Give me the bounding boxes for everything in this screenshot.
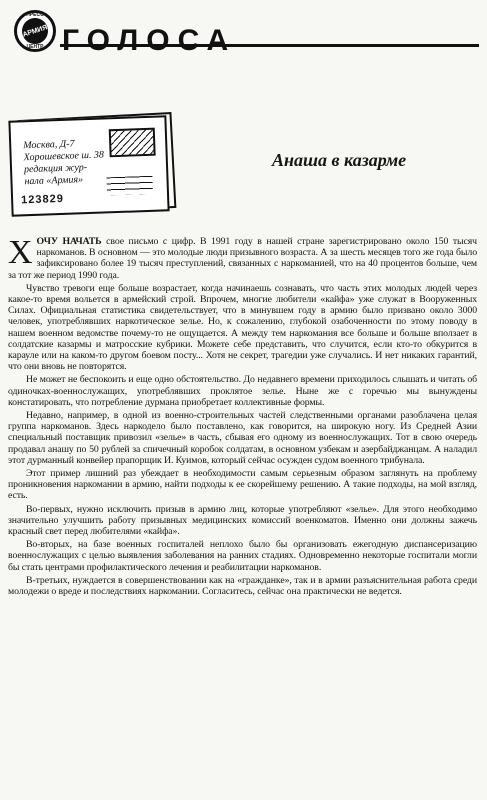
article-paragraph-6: Во-первых, нужно исключить призыв в армию лиц, которые употребляют «зелье». Для этого необходимо значительно улучшить работу призывных медицинских комиссий военкоматов. Именно они должны зажечь красный свет перед любителями «кайфа». — [8, 503, 477, 538]
press-seal-logo — [14, 10, 56, 52]
seal-bottom-text: ЦЕНТР — [26, 44, 44, 50]
article-paragraph-4: Недавно, например, в одной из военно-строительных частей следственными органами разоблачена целая группа наркоманов. Здесь наркодело было поставлено, как говорится, на широкую ногу. Из Средней Азии специальный поставщик привозил «зелье» в часть, сбывая его одному из военнослужащих. Тот в свою очередь продавал анашу по 50 рублей за спичечный коробок солдатам, в основном узбекам и азербайджанцам. А наладил этот дурманный конвейер прапорщик И. Куимов, который сейчас осужден судом военного трибунала. — [8, 410, 477, 466]
seal-center-text: АРМИЯ — [19, 15, 52, 48]
article-paragraph-8: В-третьих, нуждается в совершенствовании как на «гражданке», так и в армии разъяснительная работа среди молодежи о вреде и последствиях наркомании. Согласитесь, сейчас она практически не ведется. — [8, 574, 477, 598]
envelope-lines — [106, 176, 153, 196]
drop-cap: Х — [8, 236, 33, 271]
paragraph-text: свое письмо с цифр. В 1991 году в нашей стране зарегистрировано около 150 тысяч наркоманов. В основном — это молодые люди призывного возраста. А за шесть месяцев того же года было зафиксировано более 19 тысяч преступлений, связанных с наркоманией, что на 40 процентов больше, чем за тот же период 1990 года. — [8, 236, 477, 281]
article-title: Анаша в казарме — [272, 150, 407, 170]
article-paragraph-5: Этот пример лишний раз убеждает в необходимости самым серьезным образом заглянуть на проблему проникновения наркомании в армию, найти подходы к ее скорейшему решению. А такие подходы, на мой взгляд, есть. — [8, 468, 477, 502]
seal-top-text: ПРЕСС — [26, 12, 44, 18]
article-body — [8, 236, 477, 796]
zip-code: 123829 — [20, 192, 65, 207]
envelope-illustration — [8, 108, 178, 216]
article-paragraph-1 — [8, 236, 477, 281]
article-paragraph-2: Чувство тревоги еще больше возрастает, когда начинаешь сознавать, что часть этих молодых людей через какое-то время вольется в армейский строй. Впрочем, многие любители «кайфа» уже служат в Вооруженных Силах. Официальная статистика свидетельствует, что в минувшем году в армию было призвано около 3000 человек, употреблявших наркотическое зелье. Но, к сожалению, глубокой озабоченности по этому поводу в нашем военном ведомстве почему-то не ощущается. А между тем наркомания все больше и больше вползает в солдатские казармы и матросские кубрики. Можете себе представить, что случится, если кто-то обкурится в карауле или на каком-то другом боевом посту... Хотя не секрет, трагедии уже случались. И нет никаких гарантий, что они вновь не повторятся. — [8, 282, 477, 373]
lead-text: ОЧУ НАЧАТЬ — [36, 236, 102, 247]
article-paragraph-3: Не может не беспокоить и еще одно обстоятельство. До недавнего времени приходилось слышать и читать об одиночках-военнослужащих, употреблявших проклятое зелье. Ныне же с горечью мы вынуждены констатировать, что потребление дурмана приобретает коллективные формы. — [8, 374, 477, 408]
envelope-address: Москва, Д-7 Хорошевское ш. 38 редакция жур- нала «Армия» — [23, 138, 105, 188]
section-title: ГОЛОСА — [62, 24, 237, 57]
article-paragraph-7: Во-вторых, на базе военных госпиталей неплохо было бы организовать ежегодную диспансеризацию военнослужащих с целью выявления заболевания на ранних стадиях. Одновременно некоторые госпитали могли бы стать центрами профилактического лечения и реабилитации наркоманов. — [8, 539, 477, 573]
envelope-front-icon — [8, 115, 169, 216]
